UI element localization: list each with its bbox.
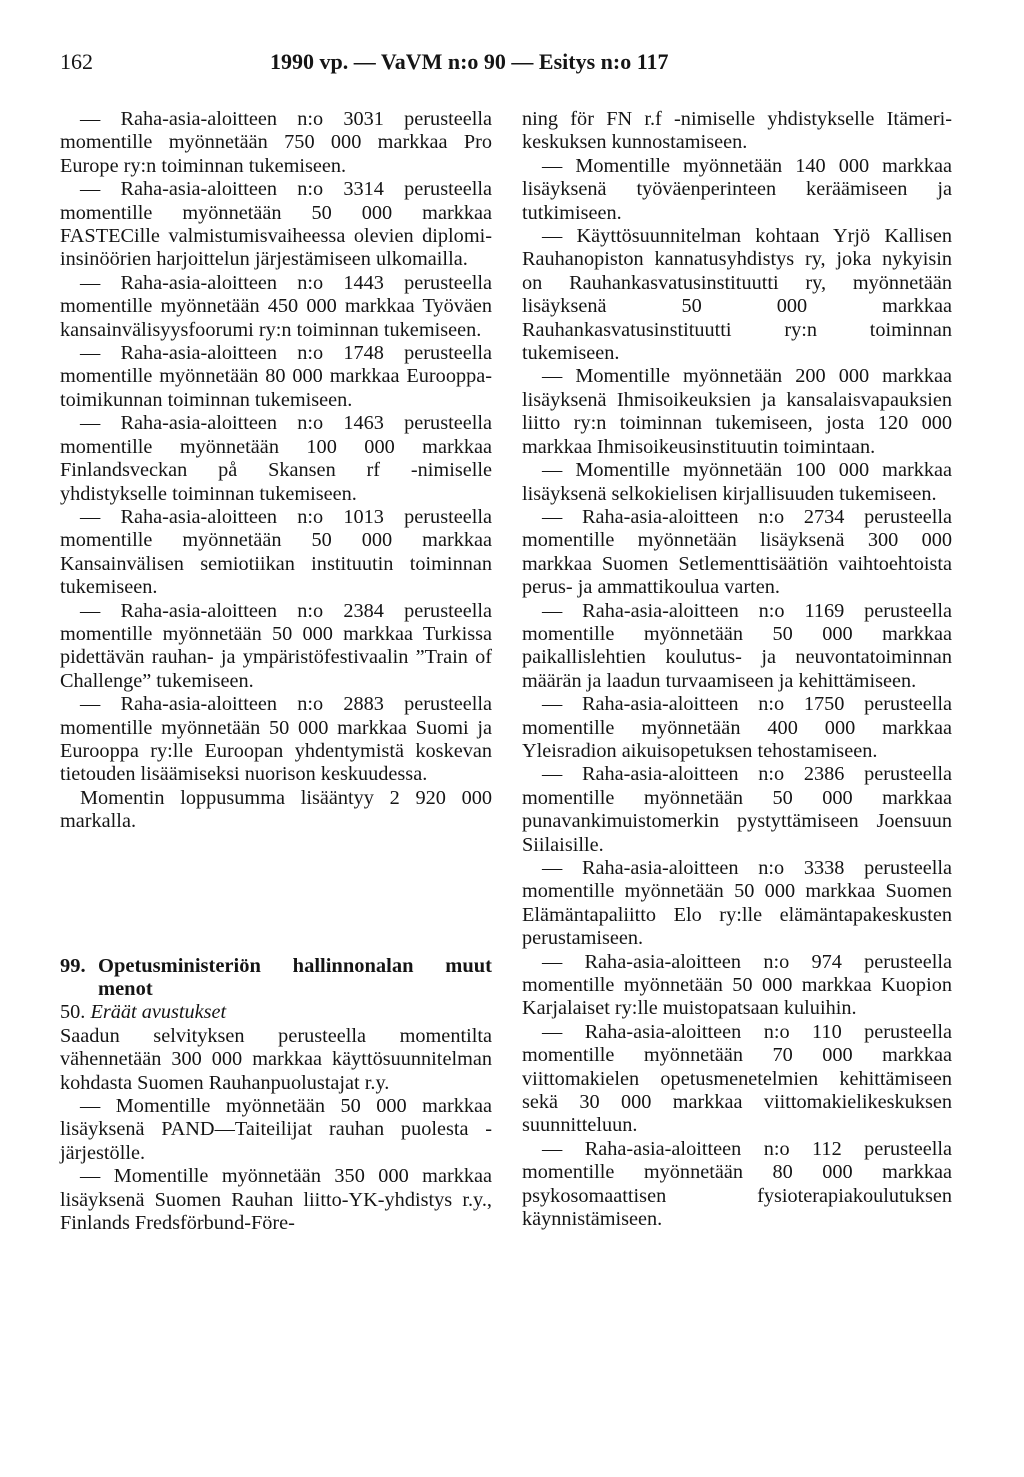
paragraph: Momentin loppusumma lisääntyy 2 920 000 markalla.: [60, 786, 492, 833]
running-title: 1990 vp. — VaVM n:o 90 — Esitys n:o 117: [270, 49, 669, 74]
paragraph: — Raha-asia-aloitteen n:o 1013 perusteella momentille myönnetään 50 000 markkaa Kansainvälisen semiotiikan instituutin toiminnan tukemiseen.: [60, 505, 492, 599]
subsection-title: Eräät avustukset: [90, 1001, 227, 1024]
left-column: [60, 108, 492, 1235]
paragraph: — Käyttösuunnitelman kohtaan Yrjö Kallisen Rauhanopiston kannatusyhdistys ry, joka nykyisin on Rauhankasvatusinstituutti ry, myönnetään lisäyksenä 50 000 markkaa Rauhankasvatusinstituutti ry:n toiminnan tukemiseen.: [522, 225, 952, 365]
paragraph: — Momentille myönnetään 200 000 markkaa lisäyksenä Ihmisoikeuksien ja kansalaisvapauksien liitto ry:n toiminnan tukemiseen, josta 120 000 markkaa Ihmisoikeusinstituutin toimintaan.: [522, 365, 952, 458]
paragraph: ning för FN r.f -nimiselle yhdistykselle Itämeri-keskuksen kunnostamiseen.: [522, 108, 952, 154]
paragraph: — Raha-asia-aloitteen n:o 3031 perusteella momentille myönnetään 750 000 markkaa Pro Europe ry:n toiminnan tukemiseen.: [60, 108, 492, 177]
section-number: 99.: [60, 954, 86, 977]
paragraph: — Raha-asia-aloitteen n:o 974 perusteella momentille myönnetään 50 000 markkaa Kuopion Karjalaiset ry:lle muistopatsaan kuluihin.: [522, 950, 952, 1020]
paragraph: — Raha-asia-aloitteen n:o 2384 perusteella momentille myönnetään 50 000 markkaa Turkissa pidettävän rauhan- ja ympäristöfestivaalin ”Train of Challenge” tukemiseen.: [60, 599, 492, 692]
paragraph: — Momentille myönnetään 100 000 markkaa lisäyksenä selkokielisen kirjallisuuden tukemiseen.: [522, 459, 952, 505]
paragraph: — Raha-asia-aloitteen n:o 1169 perusteella momentille myönnetään 50 000 markkaa paikallislehtien koulutus- ja neuvontatoiminnan määrän ja laadun turvaamiseen ja kehittämiseen.: [522, 599, 952, 692]
paragraph: — Raha-asia-aloitteen n:o 2883 perusteella momentille myönnetään 50 000 markkaa Suomi ja Eurooppa ry:lle Euroopan yhdentymistä koskevan tietouden lisäämiseksi nuorison keskuudessa.: [60, 693, 492, 786]
section-title: Opetusministeriön hallinnonalan muut menot: [98, 954, 492, 1000]
subsection-heading: [60, 1001, 492, 1024]
page-number: 162: [60, 49, 93, 74]
paragraph: — Momentille myönnetään 140 000 markkaa lisäyksenä työväenperinteen keräämiseen ja tutkimiseen.: [522, 154, 952, 224]
paragraph: — Momentille myönnetään 350 000 markkaa lisäyksenä Suomen Rauhan liitto-YK-yhdistys r.y., Finlands Fredsförbund-Före-: [60, 1165, 492, 1235]
paragraph: — Raha-asia-aloitteen n:o 1463 perusteella momentille myönnetään 100 000 markkaa Finlandsveckan på Skansen rf -nimiselle yhdistykselle toiminnan tukemiseen.: [60, 412, 492, 505]
paragraph: — Raha-asia-aloitteen n:o 112 perusteella momentille myönnetään 80 000 markkaa psykosomaattisen fysioterapiakoulutuksen käynnistämiseen.: [522, 1137, 952, 1231]
paragraph: — Raha-asia-aloitteen n:o 2734 perusteella momentille myönnetään lisäyksenä 300 000 markkaa Suomen Setlementtisäätiön vaihtoehtoista perus- ja ammattikoulua varten.: [522, 505, 952, 599]
paragraph: — Raha-asia-aloitteen n:o 2386 perusteella momentille myönnetään 50 000 markkaa punavankimuistomerkin pystyttämiseen Joensuun Siilaisille.: [522, 763, 952, 856]
paragraph: — Raha-asia-aloitteen n:o 1750 perusteella momentille myönnetään 400 000 markkaa Yleisradion aikuisopetuksen tehostamiseen.: [522, 693, 952, 762]
paragraph: — Raha-asia-aloitteen n:o 1748 perusteella momentille myönnetään 80 000 markkaa Eurooppa-toimikunnan toiminnan tukemiseen.: [60, 342, 492, 411]
paragraph: — Momentille myönnetään 50 000 markkaa lisäyksenä PAND—Taiteilijat rauhan puolesta -järjestölle.: [60, 1095, 492, 1164]
paragraph: — Raha-asia-aloitteen n:o 110 perusteella momentille myönnetään 70 000 markkaa viittomakielen opetusmenetelmien kehittämiseen sekä 30 000 markkaa viittomakielikeskuksen suunnitteluun.: [522, 1020, 952, 1137]
right-column: [522, 108, 952, 1232]
paragraph: Saadun selvityksen perusteella momentilta vähennetään 300 000 markkaa käyttösuunnitelman kohdasta Suomen Rauhanpuolustajat r.y.: [60, 1024, 492, 1094]
paragraph: — Raha-asia-aloitteen n:o 1443 perusteella momentille myönnetään 450 000 markkaa Työväen kansainvälisyysfoorumi ry:n toiminnan tukemiseen.: [60, 271, 492, 341]
subsection-number: 50.: [60, 1001, 86, 1024]
section-heading: [60, 955, 492, 1002]
paragraph: — Raha-asia-aloitteen n:o 3338 perusteella momentille myönnetään 50 000 markkaa Suomen Elämäntapaliitto Elo ry:lle elämäntapakeskusten perustamiseen.: [522, 857, 952, 950]
paragraph: — Raha-asia-aloitteen n:o 3314 perusteella momentille myönnetään 50 000 markkaa FASTECille valmistumisvaiheessa olevien diplomi-insinöörien harjoittelun järjestämiseen ulkomailla.: [60, 178, 492, 271]
page-header: [60, 47, 760, 77]
